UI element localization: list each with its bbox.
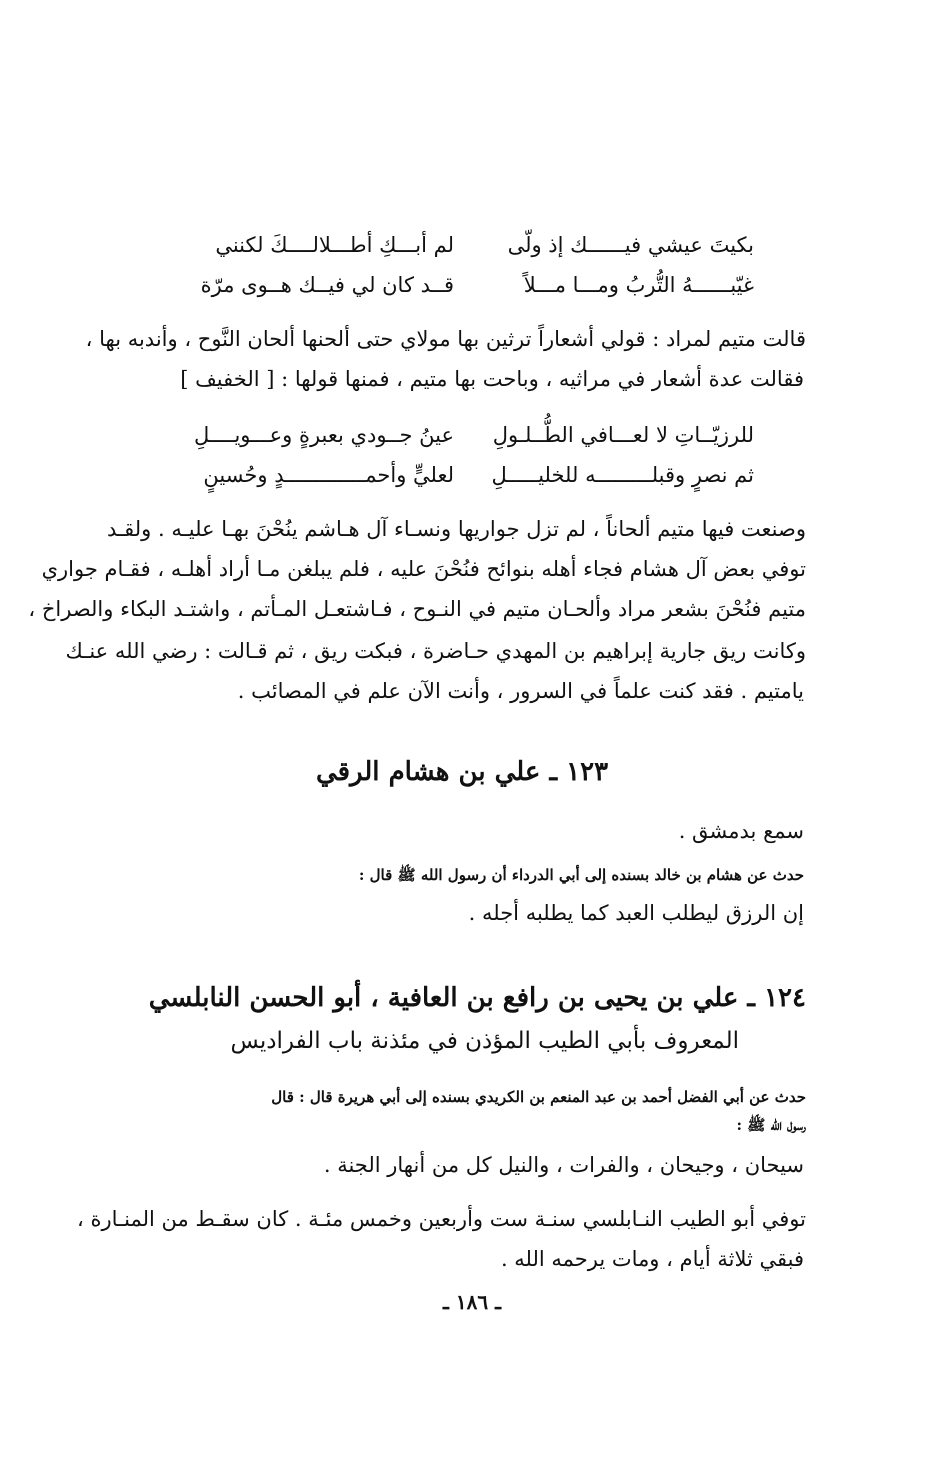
paragraph-line: توفي بعض آل هشام فجاء أهله بنوائح فنُحْنَ عليه ، فلم يبلغن مـا أراد أهلـه ، فقـام جواري	[41, 557, 806, 581]
verse-4-second-hemistich: ثم نصرٍ وقبلـــــــــه للخليـــــلِ	[491, 463, 754, 487]
entry-123-isnad: حدث عن هشام بن خالد بسنده إلى أبي الدرداء أن رسول الله ﷺ قال :	[358, 866, 804, 884]
entry-123-heard: سمع بدمشق .	[678, 819, 804, 843]
entry-124-subtitle: المعروف بأبي الطيب المؤذن في مئذنة باب الفراديس	[230, 1028, 739, 1054]
entry-124-hadith: سيحان ، وجيحان ، والفرات ، والنيل كل من أنهار الجنة .	[323, 1153, 804, 1177]
verse-1-second-hemistich: بكيتَ عيشي فيــــــك إذ ولّى	[507, 233, 754, 257]
verse-3-second-hemistich: للرزيّــاتِ لا لعـــافي الطُّــلـولِ	[492, 423, 754, 447]
verse-4-first-hemistich: لعليٍّ وأحمـــــــــــــدٍ وحُسينٍ	[203, 463, 454, 487]
entry-124-death-line-1: توفي أبو الطيب النـابلسي سنـة ست وأربعين وخمس مئـة . كان سقـط من المنـارة ،	[76, 1207, 806, 1231]
paragraph-line: قالت متيم لمراد : قولي أشعاراً ترثين بها مولاي حتى ألحنها ألحان النَّوح ، وأندبه بها ،	[85, 327, 806, 351]
paragraph-line: وكانت ريق جارية إبراهيم بن المهدي حـاضرة ، فبكت ريق ، ثم قـالت : رضي الله عنـك	[65, 639, 806, 663]
paragraph-line: متيم فنُحْنَ بشعر مراد وألحـان متيم في النـوح ، فـاشتعـل المـأتم ، واشتـد البكاء والصراخ ،	[28, 597, 806, 621]
paragraph-line: يامتيم . فقد كنت علماً في السرور ، وأنت الآن علم في المصائب .	[237, 679, 804, 703]
entry-123-hadith: إن الرزق ليطلب العبد كما يطلبه أجله .	[468, 901, 804, 925]
entry-124-isnad-line-1: حدث عن أبي الفضل أحمد بن عبد المنعم بن الكريدي بسنده إلى أبي هريرة قال : قال	[271, 1088, 806, 1106]
entry-123-title: ١٢٣ ـ علي بن هشام الرقي	[315, 757, 609, 787]
paragraph-line: فقالت عدة أشعار في مراثيه ، وباحت بها متيم ، فمنها قولها : [ الخفيف ]	[180, 367, 804, 391]
verse-2-first-hemistich: قــد كان لي فيــك هــوى مرّة	[200, 273, 454, 297]
verse-2-second-hemistich: غيّبــــــهُ التُّربُ ومـــا مـــلاً	[523, 273, 754, 297]
entry-124-title: ١٢٤ ـ علي بن يحيى بن رافع بن العافية ، أبو الحسن النابلسي	[148, 983, 806, 1013]
page-number: ـ ١٨٦ ـ	[443, 1290, 501, 1314]
verse-1-first-hemistich: لم أبـــكِ أطـــلالــــكَ لكنني	[215, 233, 454, 257]
verse-3-first-hemistich: عينُ جــودي بعبرةٍ وعـــويــــلِ	[193, 423, 454, 447]
entry-124-isnad-line-2: رسول الله ﷺ :	[736, 1116, 806, 1134]
entry-124-death-line-2: فبقي ثلاثة أيام ، ومات يرحمه الله .	[500, 1247, 804, 1271]
paragraph-line: وصنعت فيها متيم ألحاناً ، لم تزل جواريها ونسـاء آل هـاشم ينُحْنَ بهـا عليـه . ولقـد	[106, 517, 806, 541]
